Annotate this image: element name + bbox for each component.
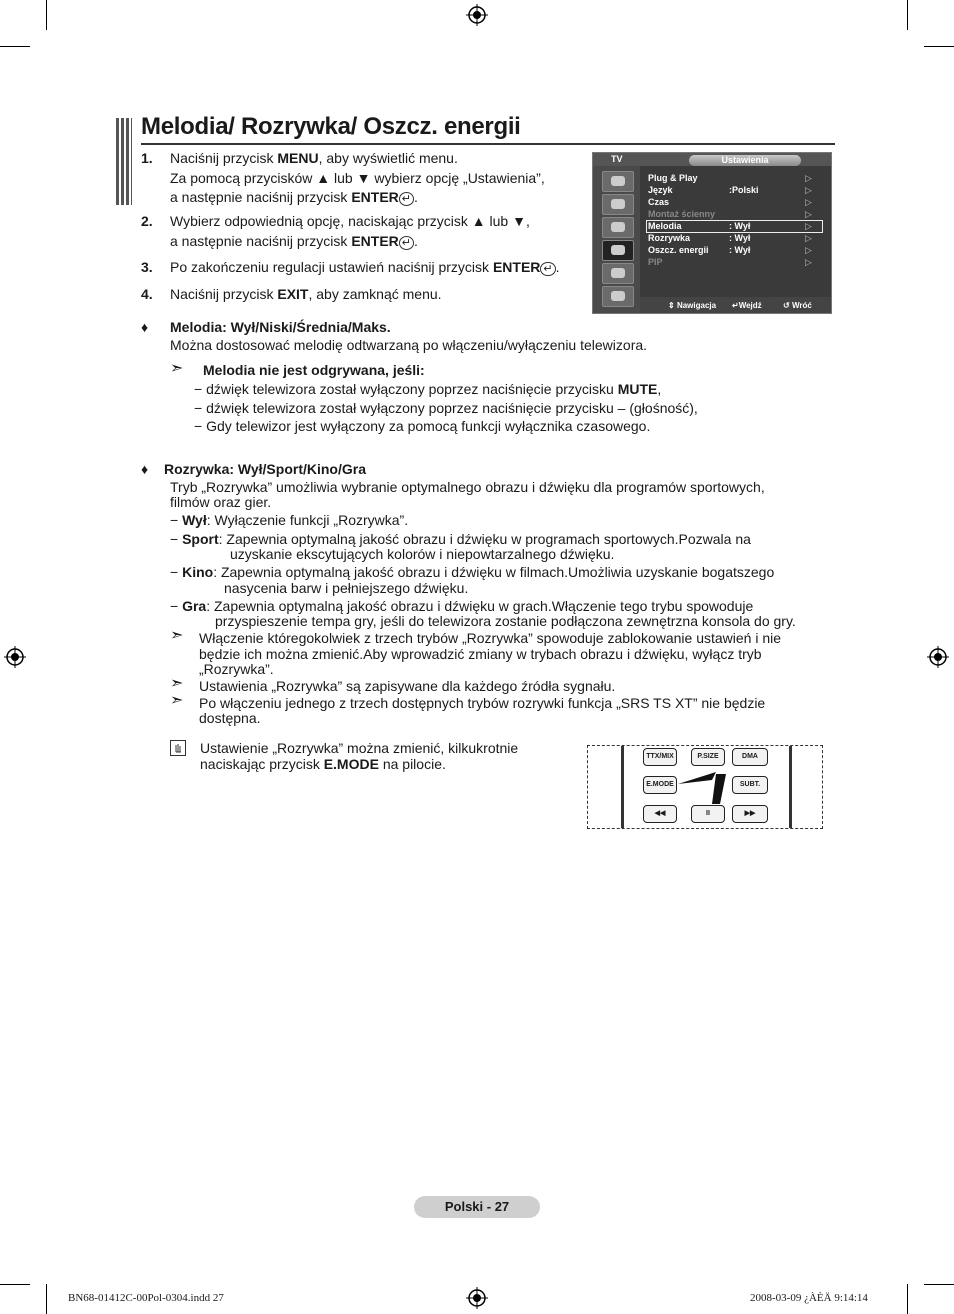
remote-subt-button: SUBT. (732, 776, 768, 794)
crop-mark (0, 46, 30, 47)
melodia-note-item: − Gdy telewizor jest wyłączony za pomocą funkcji wyłącznika czasowego. (194, 418, 651, 434)
channel-icon (602, 217, 634, 238)
crop-mark (924, 46, 954, 47)
tv-menu-screenshot (592, 152, 832, 314)
crop-mark (0, 1284, 30, 1285)
rozrywka-option-kino: − Kino: Zapewnia optymalną jakość obrazu i dźwięku w filmach.Umożliwia uzyskanie bogatszego (170, 564, 775, 580)
bullet-icon: ♦ (141, 461, 149, 477)
rozrywka-note-1: Włączenie któregokolwiek z trzech trybów „Rozrywka” spowoduje zablokowanie ustawień i nie (199, 630, 782, 646)
rozrywka-option-kino-cont: nasycenia barw i pełniejszego dźwięku. (224, 580, 469, 596)
input-icon (602, 263, 634, 284)
registration-mark-icon (466, 4, 488, 26)
registration-mark-icon (927, 646, 949, 668)
rozrywka-option-gra: − Gra: Zapewnia optymalną jakość obrazu i dźwięku w grach.Włączenie tego trybu spowoduje (170, 598, 754, 614)
melodia-note-item: − dźwięk telewizora został wyłączony poprzez naciśnięcie przycisku – (głośność), (194, 400, 698, 416)
tv-arrow-icon: ▷ (805, 209, 812, 219)
rozrywka-note-2: Ustawienia „Rozrywka” są zapisywane dla każdego źródła sygnału. (199, 678, 616, 694)
step-number: 4. (141, 286, 153, 302)
tv-menu-value: : Wył (729, 245, 751, 255)
note-arrow-icon: ➣ (170, 675, 184, 692)
note-arrow-icon: ➣ (170, 360, 184, 377)
rozrywka-heading: Rozrywka: Wył/Sport/Kino/Gra (164, 461, 366, 477)
rozrywka-description: Tryb „Rozrywka” umożliwia wybranie optymalnego obrazu i dźwięku dla programów sportowych, (170, 479, 765, 495)
rozrywka-note-1: będzie ich można zmienić.Aby wprowadzić zmiany w trybach obrazu i dźwięku, wyłącz tryb (199, 646, 762, 662)
registration-mark-icon (4, 646, 26, 668)
tv-menu-item: Montaż ścienny (648, 209, 716, 219)
remote-hand-icon (170, 740, 186, 756)
tv-arrow-icon: ▷ (805, 257, 812, 267)
rozrywka-note-3: Po włączeniu jednego z trzech dostępnych trybów rozrywki funkcja „SRS TS XT” nie będzie (199, 695, 766, 711)
note-arrow-icon: ➣ (170, 692, 184, 709)
tv-menu-item: Oszcz. energii (648, 245, 709, 255)
enter-icon: ↵ (399, 192, 414, 206)
page-number-label: Polski - 27 (414, 1196, 540, 1218)
title-rule (141, 143, 835, 145)
step-2-line-2: a następnie naciśnij przycisk ENTER ↵ . (170, 233, 418, 249)
melodia-note-heading: Melodia nie jest odgrywana, jeśli: (203, 362, 425, 378)
print-slug-left: BN68-01412C-00Pol-0304.indd 27 (68, 1292, 224, 1304)
rozrywka-option-wyl: − Wył: Wyłączenie funkcji „Rozrywka”. (170, 512, 409, 528)
step-1-line-1: Naciśnij przycisk MENU, aby wyświetlić menu. (170, 150, 458, 166)
rozrywka-description: filmów oraz gier. (170, 494, 272, 510)
title-decor-bar (116, 118, 132, 205)
melodia-heading: Melodia: Wył/Niski/Średnia/Maks. (170, 319, 391, 335)
tv-label: TV (611, 154, 623, 164)
crop-mark (907, 0, 908, 30)
remote-emode-button: E.MODE (643, 776, 677, 794)
tv-menu-value: :Polski (729, 185, 759, 195)
updown-icon: ⇕ (668, 301, 675, 310)
tv-menu-item: Plug & Play (648, 173, 698, 183)
tv-arrow-icon: ▷ (805, 233, 812, 243)
melodia-description: Można dostosować melodię odtwarzaną po włączeniu/wyłączeniu telewizora. (170, 337, 648, 353)
tv-menu-item: PIP (648, 257, 663, 267)
bullet-icon: ♦ (141, 319, 149, 335)
registration-mark-icon (466, 1287, 488, 1309)
tv-arrow-icon: ▷ (805, 173, 812, 183)
setup-gear-icon (602, 240, 634, 261)
picture-icon (602, 171, 634, 192)
enter-icon: ↵ (540, 262, 555, 276)
page-title: Melodia/ Rozrywka/ Oszcz. energii (141, 113, 521, 140)
tv-menu-footer: ⇕ Nawigacja ↵Wejdź ↺ Wróć (640, 297, 831, 313)
rozrywka-option-sport-cont: uzyskanie ekscytujących kolorów i niepowtarzalnego dźwięku. (230, 546, 615, 562)
enter-icon: ↵ (732, 301, 739, 310)
remote-body (621, 746, 792, 828)
tv-arrow-icon: ▷ (805, 221, 812, 231)
tip-text: naciskając przycisk E.MODE na pilocie. (200, 756, 446, 772)
remote-forward-button: ▶▶ (732, 805, 768, 823)
pointer-arrow-icon (676, 770, 730, 806)
step-number: 2. (141, 213, 153, 229)
step-3-line-1: Po zakończeniu regulacji ustawień naciśnij przycisk ENTER ↵ . (170, 259, 560, 275)
print-slug-right: 2008-03-09 ¿ÀÈÄ 9:14:14 (750, 1292, 868, 1304)
tv-arrow-icon: ▷ (805, 245, 812, 255)
crop-mark (46, 1284, 47, 1314)
step-1-line-2: Za pomocą przycisków ▲ lub ▼ wybierz opcję „Ustawienia”, (170, 170, 545, 186)
remote-dma-button: DMA (732, 748, 768, 766)
crop-mark (924, 1284, 954, 1285)
tv-menu-item: Czas (648, 197, 670, 207)
step-1-line-3: a następnie naciśnij przycisk ENTER ↵ . (170, 189, 418, 205)
rozrywka-option-sport: − Sport: Zapewnia optymalną jakość obrazu i dźwięku w programach sportowych.Pozwala na (170, 531, 751, 547)
rozrywka-note-3: dostępna. (199, 710, 261, 726)
tv-menu-value: : Wył (729, 221, 751, 231)
crop-mark (46, 0, 47, 30)
tv-arrow-icon: ▷ (805, 185, 812, 195)
sound-icon (602, 194, 634, 215)
tv-menu-item: Język (648, 185, 673, 195)
tv-arrow-icon: ▷ (805, 197, 812, 207)
rozrywka-option-gra-cont: przyspieszenie tempa gry, jeśli do telewizora zostanie podłączona zewnętrzna konsola do gry. (215, 613, 796, 629)
step-4-line-1: Naciśnij przycisk EXIT, aby zamknąć menu. (170, 286, 442, 302)
rozrywka-note-1: „Rozrywka”. (199, 661, 274, 677)
tv-menu-tab: Ustawienia (689, 155, 801, 166)
crop-mark (907, 1284, 908, 1314)
step-2-line-1: Wybierz odpowiednią opcję, naciskając przycisk ▲ lub ▼, (170, 213, 530, 229)
tv-menu-item: Rozrywka (648, 233, 691, 243)
step-number: 3. (141, 259, 153, 275)
tv-menu-item: Melodia (648, 221, 682, 231)
tip-text: Ustawienie „Rozrywka” można zmienić, kilkukrotnie (200, 740, 519, 756)
return-icon: ↺ (783, 301, 790, 310)
remote-psize-button: P.SIZE (691, 748, 725, 766)
remote-ttx-mix-button: TTX/MIX (643, 748, 677, 766)
remote-illustration (587, 745, 823, 829)
remote-pause-button: II (691, 805, 725, 823)
tv-menu-value: : Wył (729, 233, 751, 243)
melodia-note-item: − dźwięk telewizora został wyłączony poprzez naciśnięcie przycisku MUTE, (194, 381, 662, 397)
application-icon (602, 286, 634, 307)
note-arrow-icon: ➣ (170, 627, 184, 644)
enter-icon: ↵ (399, 236, 414, 250)
step-number: 1. (141, 150, 153, 166)
remote-rewind-button: ◀◀ (643, 805, 677, 823)
